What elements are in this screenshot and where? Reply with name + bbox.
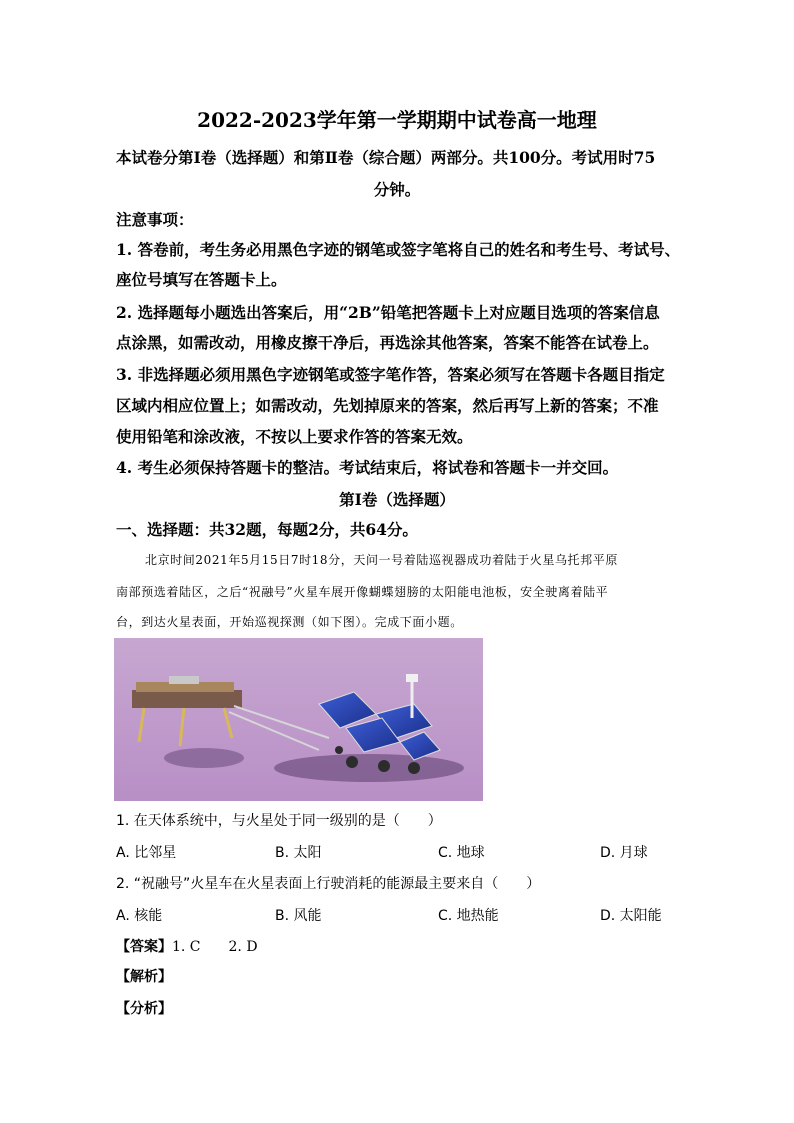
page-title: 2022-2023学年第一学期期中试卷高一地理 (197, 108, 597, 132)
note-line: 4. 考生必须保持答题卡的整洁。考试结束后，将试卷和答题卡一并交回。 (116, 458, 619, 477)
section-heading: 一、选择题：共32题，每题2分，共64分。 (116, 520, 418, 539)
intro-line-2: 分钟。 (373, 180, 421, 199)
question-2-stem: 2. “祝融号”火星车在火星表面上行驶消耗的能源最主要来自（ ） (116, 876, 541, 892)
note-line: 使用铅笔和涂改液，不按以上要求作答的答案无效。 (116, 427, 473, 446)
fenxi-label: 【分析】 (116, 1001, 172, 1017)
q2-option-b: B. 风能 (275, 908, 322, 924)
part1-title: 第Ⅰ卷（选择题） (339, 490, 455, 509)
passage-line: 台，到达火星表面，开始巡视探测（如下图）。完成下面小题。 (116, 615, 463, 629)
passage-line: 北京时间2021年5月15日7时18分，天问一号着陆巡视器成功着陆于火星乌托邦平原 (145, 553, 618, 567)
q1-option-a: A. 比邻星 (116, 845, 177, 861)
q1-option-c: C. 地球 (438, 845, 485, 861)
question-1-stem: 1. 在天体系统中，与火星处于同一级别的是（ ） (116, 813, 442, 829)
note-line: 1. 答卷前，考生务必用黑色字迹的钢笔或签字笔将自己的姓名和考生号、考试号、 (116, 240, 681, 259)
analysis-label: 【解析】 (116, 969, 172, 985)
answer-text: 1. C 2. D (172, 939, 258, 955)
passage-line: 南部预选着陆区，之后“祝融号”火星车展开像蝴蝶翅膀的太阳能电池板，安全驶离着陆平 (116, 585, 609, 599)
answer-line (116, 936, 258, 956)
q1-option-d: D. 月球 (600, 845, 648, 861)
q1-option-b: B. 太阳 (275, 845, 322, 861)
q2-option-c: C. 地热能 (438, 908, 499, 924)
answer-label: 【答案】 (116, 939, 172, 955)
note-line: 座位号填写在答题卡上。 (116, 270, 287, 289)
note-line: 2. 选择题每小题选出答案后，用“2B”铅笔把答题卡上对应题目选项的答案信息 (116, 303, 660, 322)
notes-heading: 注意事项： (116, 210, 194, 229)
intro-line-1: 本试卷分第Ⅰ卷（选择题）和第Ⅱ卷（综合题）两部分。共100分。考试用时75 (116, 148, 656, 167)
note-line: 点涂黑，如需改动，用橡皮擦干净后，再选涂其他答案，答案不能答在试卷上。 (116, 333, 659, 352)
mars-rover-photo (114, 638, 483, 801)
note-line: 区域内相应位置上；如需改动，先划掉原来的答案，然后再写上新的答案；不准 (116, 396, 659, 415)
note-line: 3. 非选择题必须用黑色字迹钢笔或签字笔作答，答案必须写在答题卡各题目指定 (116, 365, 665, 384)
q2-option-d: D. 太阳能 (600, 908, 662, 924)
q2-option-a: A. 核能 (116, 908, 163, 924)
